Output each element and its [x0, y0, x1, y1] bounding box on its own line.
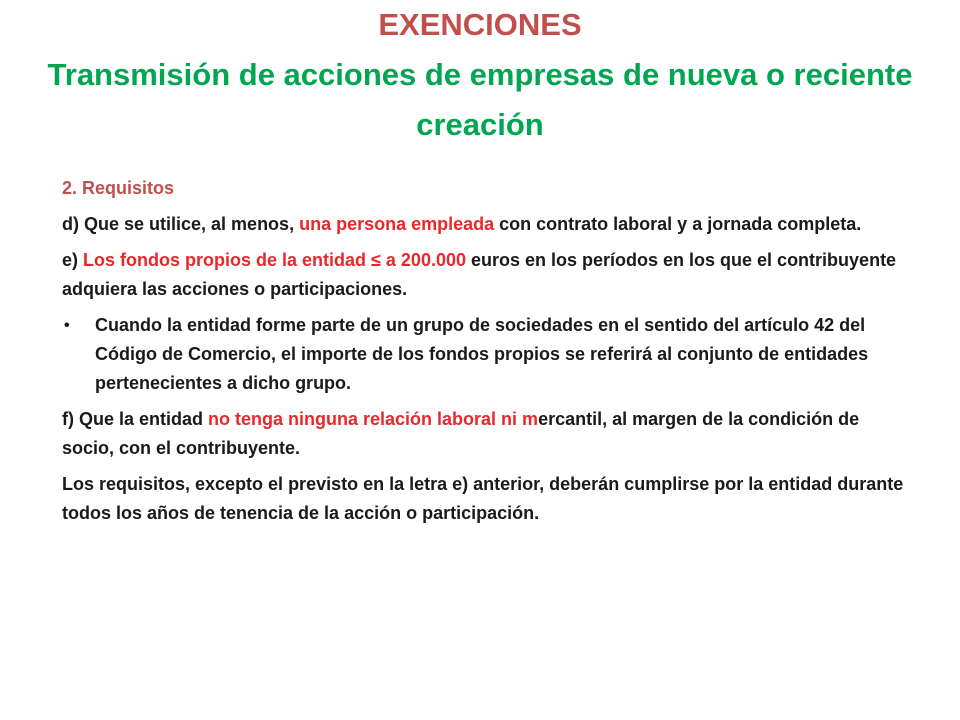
requirement-d [62, 210, 907, 239]
requirement-d-highlight: una persona empleada [299, 214, 495, 234]
requirement-e-highlight: Los fondos propios de la entidad ≤ a 200.000 [83, 250, 466, 270]
requirement-e-suffix: euros en los períodos en los que el contribuyente adquiera las acciones o participaciones. [62, 250, 897, 299]
slide-title [40, 0, 920, 150]
slide-content [62, 174, 907, 535]
requirement-e-prefix: e) [62, 250, 84, 270]
title-main: EXENCIONES [378, 7, 582, 42]
requirement-f [62, 405, 907, 463]
title-subtitle: Transmisión de acciones de empresas de nueva o reciente creación [47, 57, 913, 142]
requirement-e [62, 246, 907, 304]
requirement-f-prefix: f) Que la entidad [62, 409, 209, 429]
bullet-dot-icon: • [64, 317, 70, 334]
requirement-f-highlight: no tenga ninguna relación laboral ni m [208, 409, 539, 429]
closing-paragraph: Los requisitos, excepto el previsto en la letra e) anterior, deberán cumplirse por la entidad durante todos los años de tenencia de la acción o participación. [62, 474, 904, 523]
bullet-item [62, 311, 907, 398]
requirement-f-suffix: ercantil, al margen de la condición de socio, con el contribuyente. [62, 409, 860, 458]
bullet-text: Cuando la entidad forme parte de un grupo de sociedades en el sentido del artículo 42 del Código de Comercio, el importe de los fondos propios se referirá al conjunto de entidades pertenecientes a dicho grupo. [95, 315, 869, 393]
section-heading: 2. Requisitos [62, 178, 175, 198]
requirement-d-prefix: d) Que se utilice, al menos, [62, 214, 300, 234]
requirement-d-suffix: con contrato laboral y a jornada completa. [494, 214, 862, 234]
